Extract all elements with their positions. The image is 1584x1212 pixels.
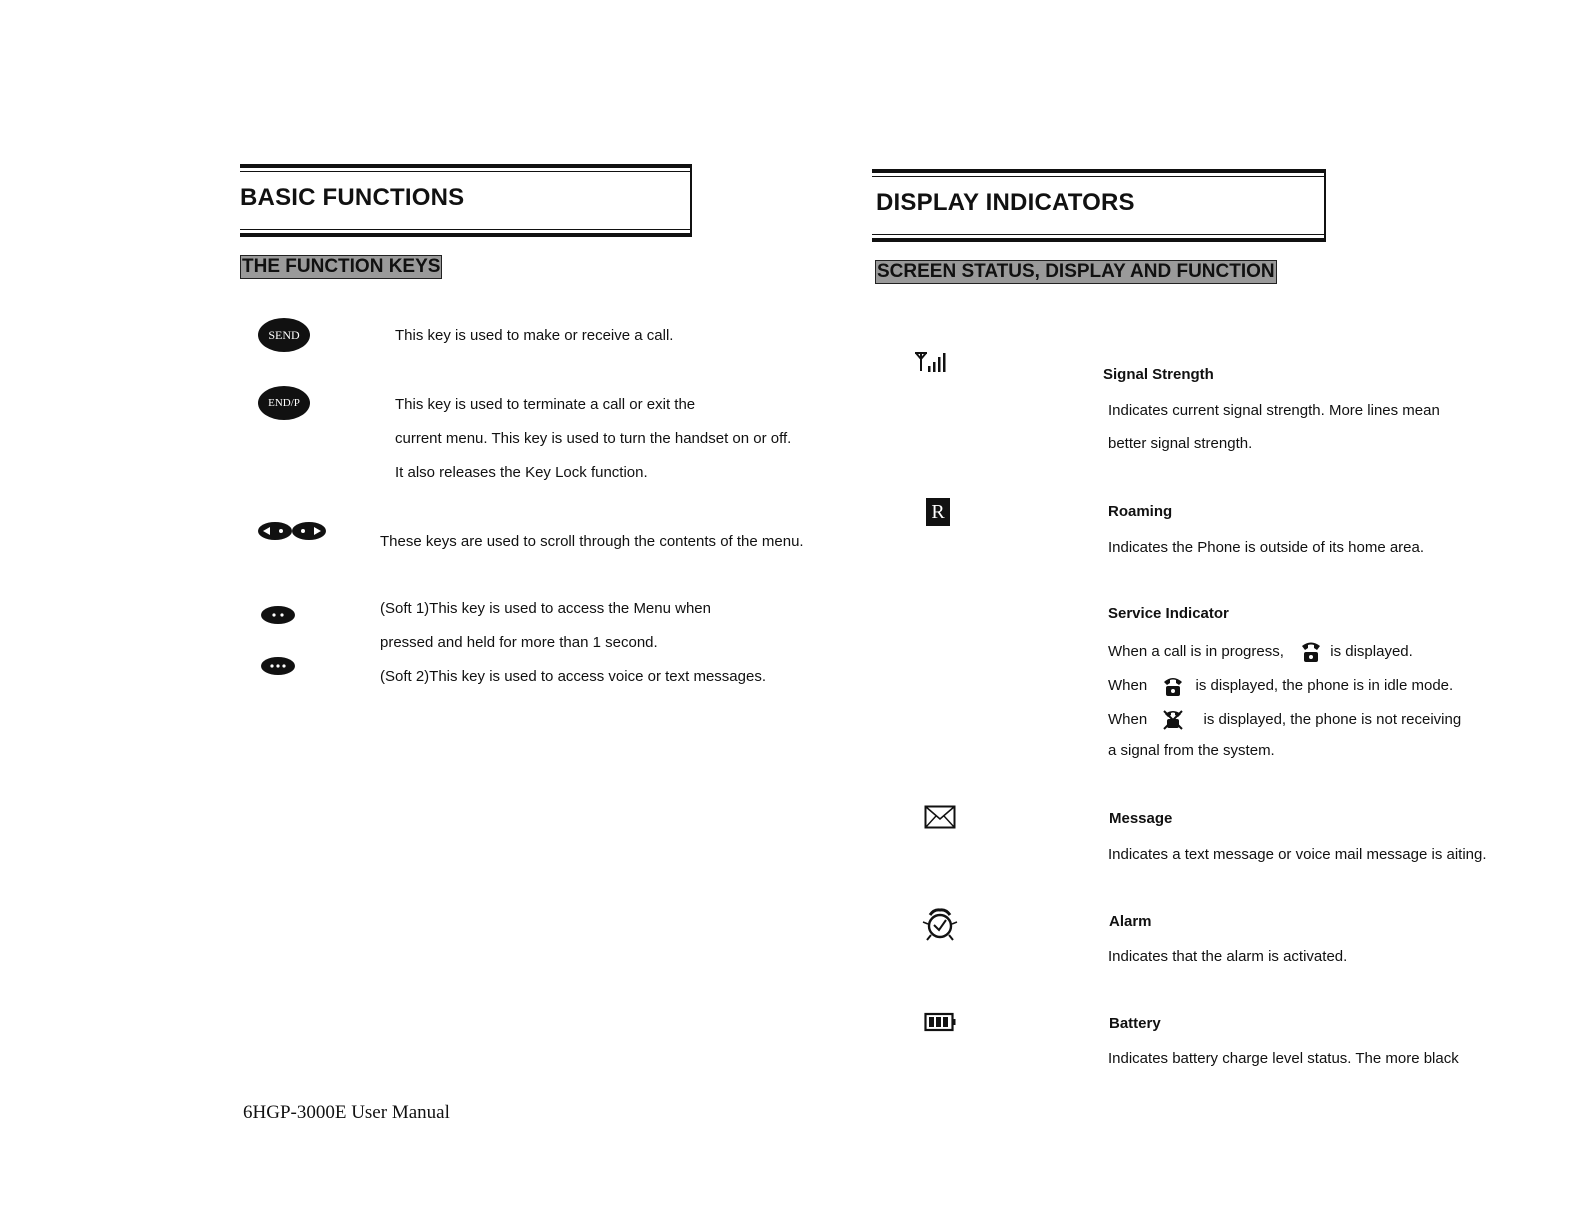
roaming-desc: Indicates the Phone is outside of its home area. <box>1108 539 1425 556</box>
service-indicator-title: Service Indicator <box>1108 605 1229 622</box>
soft-keys-description-line-2: pressed and held for more than 1 second. <box>380 634 658 651</box>
service-line-2b: is displayed, the phone is in idle mode. <box>1195 676 1454 694</box>
service-line-1a: When a call is in progress, <box>1108 642 1284 660</box>
roaming-title: Roaming <box>1108 503 1173 520</box>
message-envelope-icon <box>924 805 956 829</box>
message-desc: Indicates a text message or voice mail message is aiting. <box>1108 846 1487 863</box>
send-key-description: This key is used to make or receive a call. <box>395 327 674 344</box>
battery-desc: Indicates battery charge level status. The more black <box>1108 1050 1459 1067</box>
soft-keys-description-line-1: (Soft 1)This key is used to access the Menu when <box>380 600 711 617</box>
end-key-icon <box>258 386 310 420</box>
scroll-keys-description: These keys are used to scroll through the contents of the menu. <box>380 533 804 550</box>
signal-strength-icon <box>914 351 952 375</box>
signal-strength-title: Signal Strength <box>1103 366 1214 383</box>
service-line-4: a signal from the system. <box>1108 742 1275 759</box>
battery-title: Battery <box>1109 1015 1161 1032</box>
signal-strength-desc-1: Indicates current signal strength. More lines mean <box>1108 402 1440 419</box>
message-title: Message <box>1109 810 1173 827</box>
section-title: DISPLAY INDICATORS <box>876 189 1135 216</box>
service-line-2 <box>1108 674 1453 698</box>
roaming-icon <box>926 498 950 526</box>
signal-strength-desc-2: better signal strength. <box>1108 435 1253 452</box>
section-header-display-indicators <box>872 169 1326 242</box>
roaming-icon-letter: R <box>931 501 945 523</box>
alarm-title: Alarm <box>1109 913 1152 930</box>
send-key-icon <box>258 318 310 352</box>
soft-key-1-icon <box>260 605 296 625</box>
section-header-basic-functions <box>240 164 692 237</box>
end-key-label: END/P <box>268 397 300 409</box>
idle-mode-icon <box>1161 674 1185 698</box>
subhead-function-keys: THE FUNCTION KEYS <box>242 256 441 277</box>
soft-keys-description-line-3: (Soft 2)This key is used to access voice or text messages. <box>380 668 766 685</box>
scroll-keys-icon <box>257 521 329 541</box>
send-key-label: SEND <box>268 328 300 342</box>
service-line-1 <box>1108 640 1413 664</box>
service-line-2a: When <box>1108 676 1148 694</box>
service-line-3a: When <box>1108 710 1148 728</box>
soft-key-2-icon <box>260 656 296 676</box>
page-footer: 6HGP-3000E User Manual <box>243 1102 450 1123</box>
call-in-progress-icon <box>1298 640 1324 664</box>
service-line-1b: is displayed. <box>1330 642 1413 660</box>
end-key-description-line-1: This key is used to terminate a call or exit the <box>395 396 696 413</box>
no-signal-icon <box>1161 708 1185 732</box>
alarm-clock-icon <box>920 907 960 943</box>
service-line-3b: is displayed, the phone is not receiving <box>1203 710 1462 728</box>
alarm-desc: Indicates that the alarm is activated. <box>1108 948 1348 965</box>
section-title: BASIC FUNCTIONS <box>240 184 465 211</box>
end-key-description-line-2: current menu. This key is used to turn the handset on or off. <box>395 430 792 447</box>
subhead-screen-status: SCREEN STATUS, DISPLAY AND FUNCTION <box>877 261 1275 282</box>
battery-icon <box>924 1011 956 1033</box>
end-key-description-line-3: It also releases the Key Lock function. <box>395 464 648 481</box>
service-line-3 <box>1108 708 1461 732</box>
